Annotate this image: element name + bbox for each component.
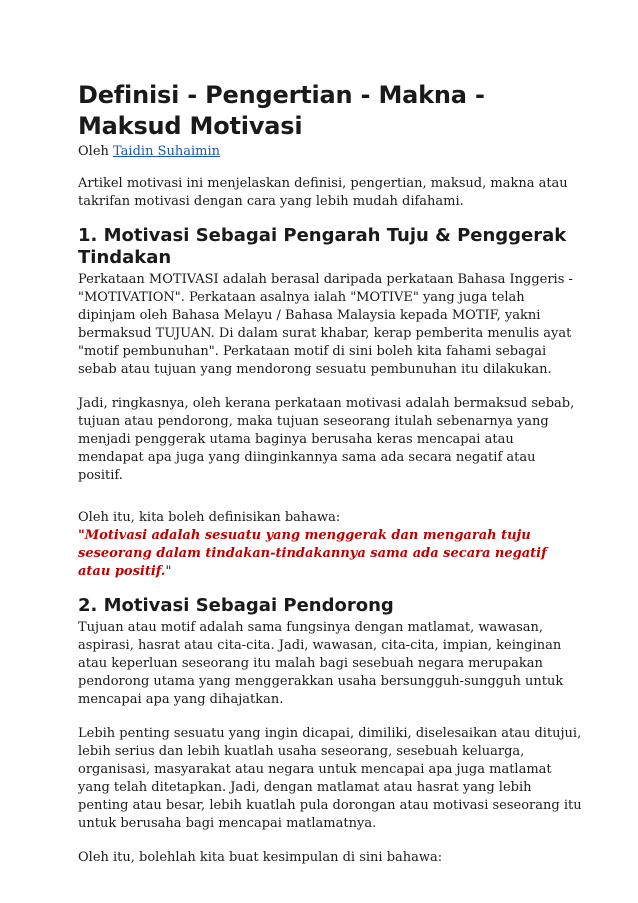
byline bbox=[78, 143, 582, 161]
section-2-paragraph-2: Lebih penting sesuatu yang ingin dicapai, dimiliki, diselesaikan atau ditujui, lebih serius dan lebih kuatlah usaha seseorang, sesebuah keluarga, organisasi, masyarakat atau negara untuk mencapai apa juga matlamat yang telah ditetapkan. Jadi, dengan matlamat atau hasrat yang lebih penting atau besar, lebih kuatlah pula dorongan atau motivasi seseorang itu untuk berusaha bagi mencapai matlamatnya. bbox=[78, 726, 582, 831]
definition-quote-text: "Motivasi adalah sesuatu yang menggerak dan mengarah tuju seseorang dalam tindakan-tindakannya sama ada secara negatif atau positif. bbox=[78, 528, 547, 579]
author-link[interactable]: Taidin Suhaimin bbox=[113, 144, 220, 159]
section-2-paragraph-1: Tujuan atau motif adalah sama fungsinya dengan matlamat, wawasan, aspirasi, hasrat atau cita-cita. Jadi, wawasan, cita-cita, impian, keinginan atau keperluan seseorang itu malah bagi sesebuah negara merupakan pendorong utama yang menggerakkan usaha bersungguh-sungguh untuk mencapai apa yang dihajatkan. bbox=[78, 620, 564, 707]
section-1-heading: 1. Motivasi Sebagai Pengarah Tuju & Penggerak Tindakan bbox=[78, 225, 567, 268]
byline-prefix: Oleh bbox=[78, 144, 114, 159]
section-2-heading: 2. Motivasi Sebagai Pendorong bbox=[78, 595, 394, 616]
definition-quote bbox=[78, 527, 582, 581]
section-1-paragraph-1: Perkataan MOTIVASI adalah berasal daripada perkataan Bahasa Inggeris - "MOTIVATION". Perkataan asalnya ialah "MOTIVE" yang juga telah dipinjam oleh Bahasa Melayu / Bahasa Malaysia kepada MOTIF, yakni bermaksud TUJUAN. Di dalam surat khabar, kerap pemberita menulis ayat "motif pembunuhan". Perkataan motif di sini boleh kita fahami sebagai sebab atau tujuan yang mendorong sesuatu pembunuhan itu dilakukan. bbox=[78, 272, 573, 377]
section-1-paragraph-3: Oleh itu, kita boleh definisikan bahawa: bbox=[78, 510, 341, 525]
document-title: Definisi - Pengertian - Makna - Maksud Motivasi bbox=[78, 81, 485, 140]
section-1-paragraph-2: Jadi, ringkasnya, oleh kerana perkataan motivasi adalah bermaksud sebab, tujuan atau pendorong, maka tujuan seseorang itulah sebenarnya yang menjadi penggerak utama baginya berusaha keras mencapai atau mendapat apa juga yang diinginkannya sama ada secara negatif atau positif. bbox=[78, 396, 575, 483]
definition-quote-end: " bbox=[165, 564, 172, 579]
intro-paragraph: Artikel motivasi ini menjelaskan definisi, pengertian, maksud, makna atau takrifan motivasi dengan cara yang lebih mudah difahami. bbox=[78, 176, 568, 209]
section-2-paragraph-3: Oleh itu, bolehlah kita buat kesimpulan di sini bahawa: bbox=[78, 850, 443, 865]
